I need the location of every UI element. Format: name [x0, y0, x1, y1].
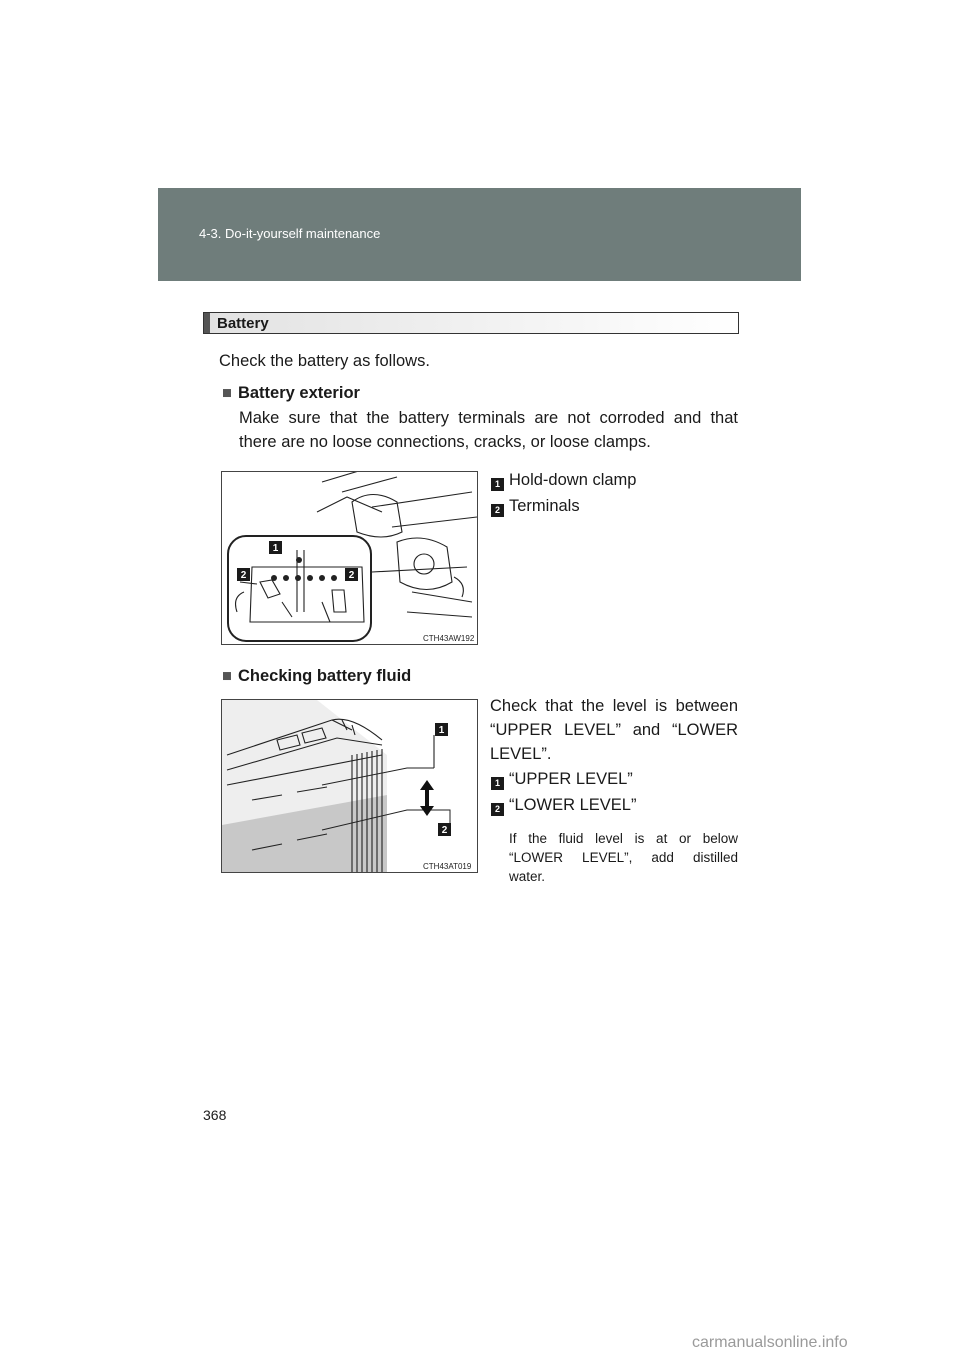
legend-badge-1-icon: 1 — [491, 478, 504, 491]
battery-exterior-figure — [221, 471, 478, 645]
header-section-title: 4-3. Do-it-yourself maintenance — [199, 226, 381, 241]
header-band — [158, 188, 801, 281]
exterior-heading: ■ Battery exterior — [222, 384, 360, 402]
legend-upper-level: “UPPER LEVEL” — [509, 770, 633, 788]
fluid-legend-badge-2-icon: 2 — [491, 803, 504, 816]
legend-lower-level: “LOWER LEVEL” — [509, 796, 637, 814]
svg-text:1: 1 — [272, 543, 279, 554]
legend-hold-down-clamp: Hold-down clamp — [509, 471, 637, 489]
fluid-heading: ■ Checking battery fluid — [222, 667, 412, 685]
fluid-body-line1: Check that the level is between — [490, 697, 738, 715]
battery-fluid-illustration — [222, 700, 477, 872]
svg-text:2: 2 — [348, 570, 355, 581]
exterior-body-line1: Make sure that the battery terminals are not corroded and that — [239, 409, 738, 427]
note-line1: If the fluid level is at or below — [509, 831, 738, 846]
exterior-figure-code: CTH43AW192 — [423, 634, 475, 643]
battery-exterior-illustration — [222, 472, 477, 644]
section-bar — [203, 312, 739, 334]
bullet-square-icon: ■ — [222, 384, 232, 402]
svg-text:2: 2 — [441, 825, 448, 836]
intro-text: Check the battery as follows. — [219, 352, 430, 370]
exterior-body-line2: there are no loose connections, cracks, or loose clamps. — [239, 433, 651, 451]
fluid-body-line2: “UPPER LEVEL” and “LOWER — [490, 721, 738, 739]
legend-terminals: Terminals — [509, 497, 580, 515]
fluid-body-line3: LEVEL”. — [490, 745, 552, 763]
legend-badge-2-icon: 2 — [491, 504, 504, 517]
note-line3: water. — [509, 869, 546, 884]
battery-fluid-figure — [221, 699, 478, 873]
svg-text:1: 1 — [438, 725, 445, 736]
note-line2: “LOWER LEVEL”, add distilled — [509, 850, 738, 865]
svg-text:2: 2 — [240, 570, 247, 581]
fluid-figure-code: CTH43AT019 — [423, 862, 472, 871]
section-title: Battery — [217, 315, 269, 332]
watermark: carmanualsonline.info — [692, 1334, 848, 1351]
fluid-legend-badge-1-icon: 1 — [491, 777, 504, 790]
bullet-square-icon: ■ — [222, 667, 232, 685]
page-number: 368 — [203, 1107, 227, 1123]
